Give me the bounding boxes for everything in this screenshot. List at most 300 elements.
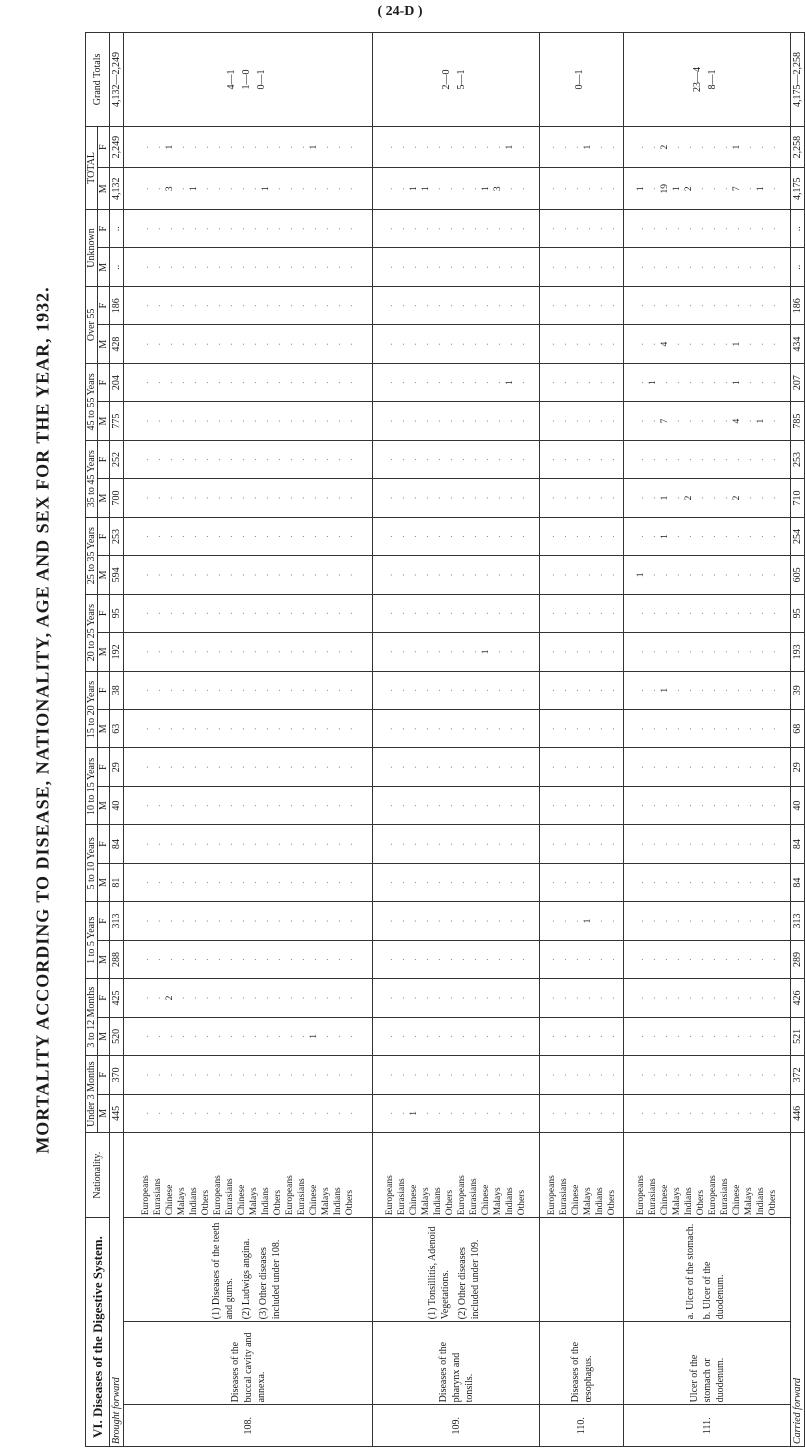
value: . [249,766,260,769]
value: . [225,919,236,923]
value: . [696,1035,707,1038]
value: . [481,689,492,692]
value: . [345,689,356,692]
value: . [189,881,200,884]
nationality-header: Nationality. [86,1133,110,1218]
value-cell [373,979,540,1017]
value: . [696,919,707,923]
value-cell [123,710,373,748]
value: . [696,342,707,346]
value: . [517,1035,528,1038]
value-cell [540,168,624,210]
value: . [558,958,569,961]
value: . [333,419,344,423]
disease-category: Diseases of the œsophagus. [540,1322,624,1405]
value: . [421,227,432,230]
value: . [546,227,557,230]
value: . [744,145,755,149]
value: . [744,958,755,961]
value: . [285,304,296,307]
value: . [594,145,605,149]
sex-header-female: F [98,517,110,555]
value: . [469,145,480,149]
value: . [397,419,408,423]
value-cell [123,979,373,1017]
value-cell [624,671,791,709]
value: . [177,919,188,923]
value: . [606,458,617,461]
value: . [421,727,432,730]
value: . [684,535,695,538]
value: . [333,381,344,384]
value: . [309,496,320,500]
value-cell [373,1017,540,1055]
value: . [684,1073,695,1077]
value: . [493,535,504,538]
value-cell [540,556,624,594]
value: . [421,419,432,423]
value: . [606,419,617,423]
value: . [684,919,695,923]
nationality-label: Malays [421,1187,432,1216]
value: . [177,266,188,269]
value: . [237,919,248,923]
value: . [261,266,272,269]
value: . [321,727,332,730]
brought-forward-value: 29 [110,748,124,786]
value: . [720,1035,731,1038]
value: . [570,187,581,190]
value: . [732,689,743,692]
value: . [708,1073,719,1077]
value: . [648,842,659,846]
value: . [505,842,516,846]
value: . [469,804,480,807]
value: . [768,804,779,807]
value: . [696,573,707,577]
value: . [546,689,557,692]
value: . [321,227,332,230]
value: . [421,535,432,538]
value: . [141,227,152,230]
value: . [201,766,212,769]
value: . [744,612,755,615]
value: . [321,381,332,384]
value: . [672,304,683,307]
value-cell [373,671,540,709]
value: . [708,958,719,961]
carried-forward-value: 207 [791,363,805,401]
value: . [636,881,647,884]
value: . [469,304,480,307]
value: . [285,804,296,807]
value: . [672,145,683,149]
value: . [321,1112,332,1115]
value: . [493,881,504,884]
age-group-header: Over 55 [86,286,98,363]
value: . [261,227,272,230]
value: 1 [756,418,767,424]
value: . [141,573,152,577]
value: . [321,419,332,423]
nationality-label: Malays [582,1187,593,1216]
nationality-label: Indians [433,1187,444,1216]
value: . [672,881,683,884]
value: . [606,650,617,654]
value: . [237,145,248,149]
value-cell [373,556,540,594]
value: . [165,727,176,730]
value: . [385,919,396,923]
value: . [570,227,581,230]
value: . [285,996,296,1000]
sub-disease-label: (2) Ludwigs angina. [240,1238,252,1320]
value: . [636,689,647,692]
value: . [213,612,224,615]
value: . [285,458,296,461]
value: . [594,381,605,384]
value: . [285,535,296,538]
value: . [249,1112,260,1115]
value: . [517,1073,528,1077]
value: . [768,573,779,577]
value: . [285,689,296,692]
value: . [213,1112,224,1115]
value: . [517,266,528,269]
value: . [177,496,188,500]
value: . [409,266,420,269]
value: . [261,1112,272,1115]
value-cell [540,786,624,824]
brought-forward-value: 253 [110,517,124,555]
value-cell [540,479,624,517]
value: . [648,266,659,269]
carried-forward-value: 40 [791,786,805,824]
value: . [141,342,152,346]
value: . [469,650,480,654]
value: . [672,266,683,269]
value: . [517,1112,528,1115]
value: . [237,535,248,538]
nationality-label: Indians [594,1187,605,1216]
value: . [333,919,344,923]
value: . [213,766,224,769]
value: . [225,342,236,346]
value: . [321,266,332,269]
value: . [756,145,767,149]
value: . [720,187,731,190]
value: . [546,535,557,538]
carried-forward-value: 253 [791,440,805,478]
value: . [558,1035,569,1038]
value: . [309,727,320,730]
value: . [261,304,272,307]
value: . [517,689,528,692]
nationality-label: Others [445,1189,456,1216]
value: . [345,1112,356,1115]
value: . [594,727,605,730]
value: . [606,842,617,846]
value: . [517,304,528,307]
value: . [153,1035,164,1038]
value: . [397,919,408,923]
value: . [546,842,557,846]
value: . [397,496,408,500]
value: . [153,227,164,230]
value: . [273,187,284,190]
value: . [165,650,176,654]
value: . [594,766,605,769]
value: . [409,804,420,807]
value: 3 [493,186,504,192]
value: . [273,496,284,500]
value: . [708,342,719,346]
value: . [177,1112,188,1115]
value: . [345,958,356,961]
value: . [225,612,236,615]
value: . [744,804,755,807]
sub-disease-label: b. Ulcer of the duodenum. [701,1261,726,1320]
value: . [153,304,164,307]
value: . [141,612,152,615]
value: . [433,227,444,230]
value: . [333,266,344,269]
carried-forward-value: 254 [791,517,805,555]
value: . [321,573,332,577]
value: . [225,727,236,730]
value: . [684,458,695,461]
value: . [720,689,731,692]
value-cell [540,863,624,901]
value: . [213,535,224,538]
value: . [457,881,468,884]
value: . [309,227,320,230]
value: . [421,342,432,346]
value: . [505,958,516,961]
value: . [397,227,408,230]
value: . [493,496,504,500]
value: . [768,996,779,1000]
value: . [153,187,164,190]
value: . [249,881,260,884]
value: . [421,919,432,923]
value: . [648,496,659,500]
value: . [720,958,731,961]
value: . [141,881,152,884]
value: . [469,573,480,577]
value: . [333,145,344,149]
disease-group-row [123,33,373,1447]
value: . [445,842,456,846]
value: . [433,1112,444,1115]
value-cell [373,825,540,863]
value: . [672,612,683,615]
value: . [409,381,420,384]
value: . [333,1073,344,1077]
value: . [720,573,731,577]
value: . [421,766,432,769]
value: . [165,612,176,615]
value: . [189,727,200,730]
value: . [165,266,176,269]
value: . [481,496,492,500]
value: . [636,266,647,269]
value: . [153,419,164,423]
value: . [546,304,557,307]
value: . [558,496,569,500]
value: . [445,996,456,1000]
value: . [273,342,284,346]
value: . [546,381,557,384]
brought-forward-value: 775 [110,402,124,440]
value: . [409,958,420,961]
value: . [385,145,396,149]
value: . [481,266,492,269]
value: . [249,187,260,190]
value: . [433,842,444,846]
value: . [213,227,224,230]
value: . [409,227,420,230]
value: . [141,187,152,190]
value: . [213,573,224,577]
value: . [570,145,581,149]
value: . [457,804,468,807]
value: . [165,842,176,846]
value: . [481,804,492,807]
mortality-table-rotated [85,32,805,1447]
value: . [385,689,396,692]
value: . [333,304,344,307]
value: . [249,919,260,923]
value-cell [373,248,540,286]
age-group-header: 3 to 12 Months [86,979,98,1056]
value: . [517,187,528,190]
value: . [345,458,356,461]
value: 4 [732,418,743,424]
value: . [708,496,719,500]
value: . [708,535,719,538]
value: . [636,612,647,615]
section-title: VI. Diseases of the Digestive System. [86,1218,110,1447]
value: . [273,573,284,577]
sub-diseases [123,1218,373,1322]
value: . [744,1073,755,1077]
value-cell [624,479,791,517]
value: . [177,342,188,346]
value: . [433,958,444,961]
value: . [672,804,683,807]
value: . [177,689,188,692]
sex-header-female: F [98,671,110,709]
value: . [594,650,605,654]
grand-total-value: 1—0 [240,69,252,90]
value: . [570,804,581,807]
value-cell [624,1056,791,1094]
value: . [732,266,743,269]
carried-forward-label: Carried forward [791,1133,805,1447]
value: . [201,496,212,500]
nationality-label: Malays [744,1187,755,1216]
value: . [636,919,647,923]
value: . [225,496,236,500]
sex-header-female: F [98,210,110,248]
value: . [141,381,152,384]
value: . [445,804,456,807]
sex-header-female: F [98,825,110,863]
value: . [648,881,659,884]
value: . [433,612,444,615]
value: . [333,187,344,190]
value: . [481,535,492,538]
value: . [469,766,480,769]
value: . [165,1112,176,1115]
value: . [225,842,236,846]
nationality-label: Europeans [385,1175,396,1216]
value: . [213,381,224,384]
value: . [636,304,647,307]
value: . [457,535,468,538]
value: . [660,1073,671,1077]
value: . [345,381,356,384]
value: . [768,266,779,269]
value: . [768,381,779,384]
value: . [421,689,432,692]
value: . [546,458,557,461]
value: . [309,996,320,1000]
value-cell [624,325,791,363]
value: . [409,304,420,307]
value: . [409,919,420,923]
value: . [744,227,755,230]
value: . [273,381,284,384]
value: . [385,304,396,307]
value: . [297,535,308,538]
nationality-label: Eurasians [397,1178,408,1216]
value: . [165,381,176,384]
value: . [469,187,480,190]
value: . [385,727,396,730]
value: . [237,727,248,730]
value: . [469,1035,480,1038]
value: . [237,496,248,500]
value: . [546,727,557,730]
value: . [672,227,683,230]
value: . [213,1035,224,1038]
value: . [493,573,504,577]
value: . [201,958,212,961]
value: . [469,266,480,269]
value: . [505,496,516,500]
value: . [660,381,671,384]
value: . [660,1035,671,1038]
value: . [261,650,272,654]
value: . [333,458,344,461]
value: . [558,919,569,923]
value: . [261,996,272,1000]
value-cell [373,517,540,555]
value: . [672,1112,683,1115]
value: . [744,766,755,769]
value: . [457,766,468,769]
value: . [385,1073,396,1077]
value: 1 [309,1034,320,1039]
value: . [345,881,356,884]
value: . [582,842,593,846]
value: . [505,266,516,269]
nationality-label: Others [517,1189,528,1216]
value: . [708,727,719,730]
value: . [397,996,408,1000]
